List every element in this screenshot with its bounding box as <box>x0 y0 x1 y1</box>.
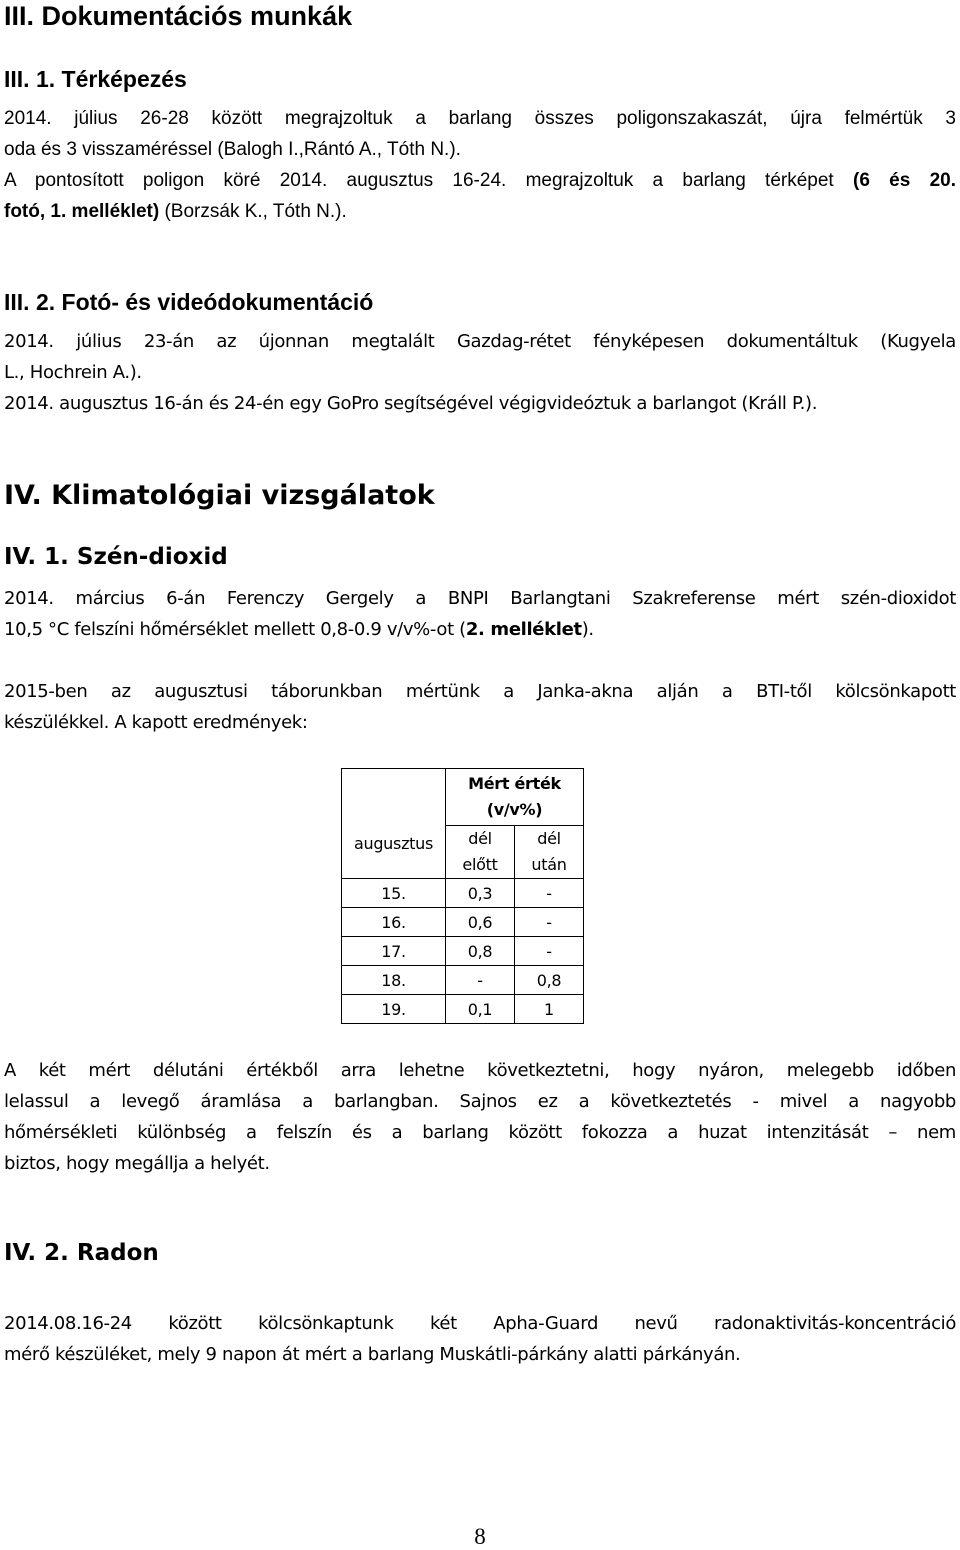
table-row <box>342 937 584 966</box>
co2-paragraph-3 <box>4 1055 956 1179</box>
table-cell-before: 0,6 <box>446 908 515 937</box>
table-cell-after: - <box>515 908 584 937</box>
table-cell-after: - <box>515 937 584 966</box>
co2-p1-line-2-ref: 2. melléklet <box>465 619 582 640</box>
co2-p3-line-2: lelassul a levegő áramlása a barlangban. Sajnos ez a következtetés - mivel a nagyobb <box>4 1091 956 1112</box>
table-cell-day: 17. <box>342 937 446 966</box>
table-month-header: augusztus <box>353 834 434 853</box>
table-cell-before: - <box>446 966 515 995</box>
mapping-line-3 <box>4 165 956 196</box>
subsection-co2-heading: IV. 1. Szén-dioxid <box>4 544 228 570</box>
co2-paragraph-2 <box>4 676 956 738</box>
co2-p3-line-1: A két mért délutáni értékből arra lehetne következtetni, hogy nyáron, melegebb időben <box>4 1060 956 1081</box>
co2-measurement-table <box>341 768 584 1024</box>
co2-paragraph-1 <box>4 583 956 645</box>
table-measured-header-line-1: Mért érték <box>468 774 561 793</box>
photo-line-3: 2014. augusztus 16-án és 24-én egy GoPro segítségével végigvideóztuk a barlangot (Králl P.). <box>4 393 818 414</box>
subsection-mapping-heading: III. 1. Térképezés <box>4 66 187 92</box>
photo-paragraph <box>4 326 956 419</box>
mapping-line-2: oda és 3 visszaméréssel (Balogh I.,Rántó A., Tóth N.). <box>4 139 461 160</box>
mapping-line-1: 2014. július 26-28 között megrajzoltuk a barlang összes poligonszakaszát, újra felmértük 3 <box>4 108 956 129</box>
table-row <box>342 879 584 908</box>
table-cell-after: 1 <box>515 995 584 1024</box>
table-before-noon-header <box>446 826 515 879</box>
radon-line-2: mérő készüléket, mely 9 napon át mért a barlang Muskátli-párkány alatti párkányán. <box>4 1344 741 1365</box>
radon-line-1: 2014.08.16-24 között kölcsönkaptunk két Apha-Guard nevű radonaktivitás-koncentráció <box>4 1313 956 1334</box>
table-row <box>342 908 584 937</box>
co2-p3-line-3: hőmérsékleti különbség a felszín és a barlang között fokozza a huzat intenzitását – nem <box>4 1122 956 1143</box>
co2-p1-line-2-text: 10,5 °C felszíni hőmérséklet mellett 0,8-0.9 v/v%-ot ( <box>4 619 466 640</box>
table-cell-day: 19. <box>342 995 446 1024</box>
co2-p3-line-4: biztos, hogy megállja a helyét. <box>4 1153 270 1174</box>
photo-line-1: 2014. július 23-án az újonnan megtalált Gazdag-rétet fényképesen dokumentáltuk (Kugyela <box>4 331 956 352</box>
table-measured-header-line-2: (v/v%) <box>486 800 543 819</box>
table-cell-after: - <box>515 879 584 908</box>
table-cell-before: 0,1 <box>446 995 515 1024</box>
mapping-line-3-text: A pontosított poligon köré 2014. augusztus 16-24. megrajzoltuk a barlang térképet <box>4 170 853 191</box>
table-cell-before: 0,3 <box>446 879 515 908</box>
radon-paragraph <box>4 1308 956 1370</box>
subsection-photo-heading: III. 2. Fotó- és videódokumentáció <box>4 289 374 315</box>
table-cell-before: 0,8 <box>446 937 515 966</box>
table-cell-day: 18. <box>342 966 446 995</box>
section-3-heading: III. Dokumentációs munkák <box>4 1 353 31</box>
subsection-radon-heading: IV. 2. Radon <box>4 1240 159 1266</box>
mapping-line-4-text: (Borzsák K., Tóth N.). <box>159 201 347 222</box>
section-4-heading: IV. Klimatológiai vizsgálatok <box>4 480 435 511</box>
table-cell-day: 15. <box>342 879 446 908</box>
table-before-noon-line-1: dél <box>468 829 492 848</box>
table-cell-after: 0,8 <box>515 966 584 995</box>
table-empty-cell <box>342 769 446 879</box>
photo-line-2: L., Hochrein A.). <box>4 362 142 383</box>
co2-p2-line-2: készülékkel. A kapott eredmények: <box>4 712 308 733</box>
table-after-noon-line-1: dél <box>537 829 561 848</box>
table-header-row <box>342 769 584 826</box>
mapping-line-4 <box>4 196 956 227</box>
table-after-noon-header <box>515 826 584 879</box>
co2-p1-line-2-end: ). <box>581 619 594 640</box>
mapping-line-3-ref: (6 és 20. <box>853 170 956 191</box>
table-cell-day: 16. <box>342 908 446 937</box>
co2-p2-line-1: 2015-ben az augusztusi táborunkban mértünk a Janka-akna alján a BTI-től kölcsönkapott <box>4 681 956 702</box>
mapping-paragraph <box>4 103 956 227</box>
co2-p1-line-2 <box>4 614 956 645</box>
table-after-noon-line-2: után <box>531 855 567 874</box>
table-row <box>342 966 584 995</box>
table-before-noon-line-2: előtt <box>462 855 498 874</box>
table-row <box>342 995 584 1024</box>
mapping-line-4-ref: fotó, 1. melléklet) <box>4 201 160 222</box>
page-number: 8 <box>474 1524 486 1549</box>
co2-p1-line-1: 2014. március 6-án Ferenczy Gergely a BNPI Barlangtani Szakreferense mért szén-dioxidot <box>4 588 956 609</box>
table-measured-header <box>446 769 584 826</box>
